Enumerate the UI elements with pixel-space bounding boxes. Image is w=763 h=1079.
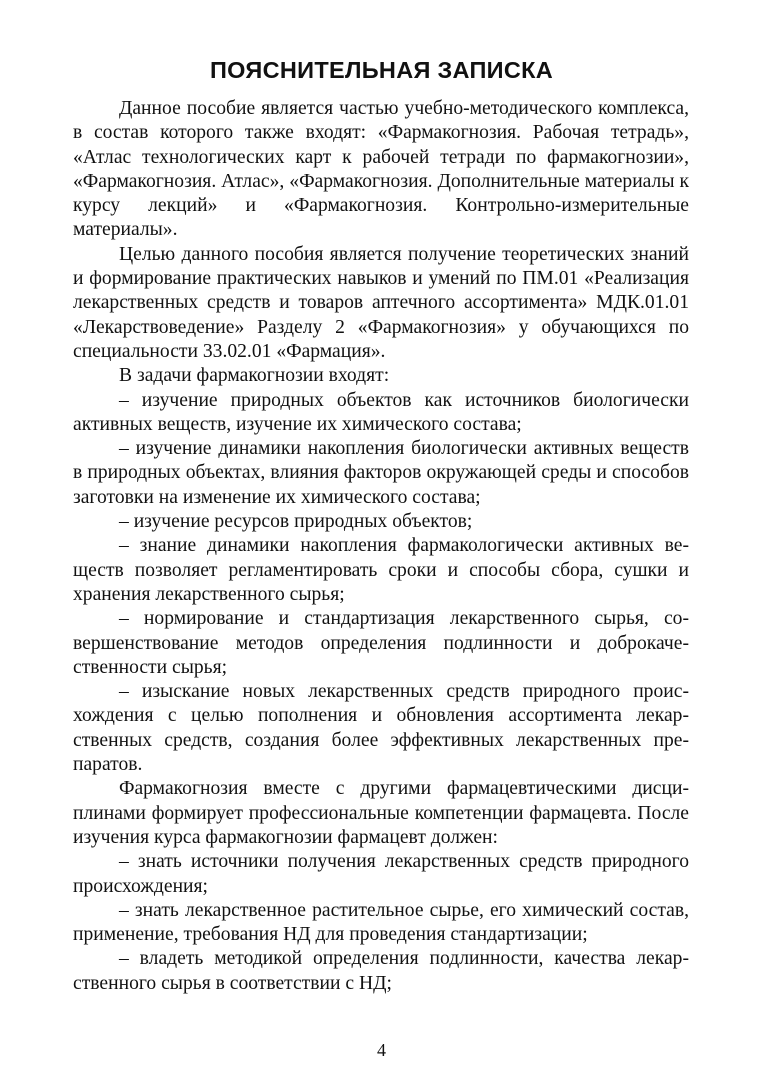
list-item: – изучение природных объектов как источников биологически активных веществ, изучение их химического состава; bbox=[73, 389, 689, 435]
list-item: – нормирование и стандартизация лекарственного сырья, совершенствование методов определения подлинности и доброкачественности сырья; bbox=[73, 608, 689, 678]
list-item: – знать лекарственное растительное сырье, его химический состав, применение, требования НД для проведения стандартизации; bbox=[73, 899, 689, 946]
list-item: – изучение динамики накопления биологически активных веществ в природных объектах, влияния факторов окружающей среды и способов заготовки на изменение их химического состава; bbox=[73, 438, 689, 508]
page-number: 4 bbox=[377, 1040, 386, 1060]
list-item: – знание динамики накопления фармакологически активных веществ позволяет регламентировать сроки и способы сбора, сушки и хранения лекарственного сырья; bbox=[73, 535, 689, 605]
list-item: – изыскание новых лекарственных средств природного происхождения с целью пополнения и обновления ассортимента лекарственных средств, создания более эффективных лекарственных препаратов. bbox=[73, 681, 689, 776]
page-title: ПОЯСНИТЕЛЬНАЯ ЗАПИСКА bbox=[209, 57, 554, 83]
list-item: – знать источники получения лекарственных средств природного происхождения; bbox=[73, 851, 689, 897]
document-body bbox=[73, 97, 689, 996]
paragraph-competencies: Фармакогнозия вместе с другими фармацевтическими дисциплинами формирует профессиональные компетенции фармацевта. После изучения курса фармакогнозии фармацевт должен: bbox=[73, 778, 689, 848]
list-item: – изучение ресурсов природных объектов; bbox=[119, 511, 473, 533]
list-item: – владеть методикой определения подлинности, качества лекарственного сырья в соответствии с НД; bbox=[73, 948, 689, 994]
paragraph-goal: Целью данного пособия является получение теоретических знаний и формирование практических навыков и умений по ПМ.01 «Реализация лекарственных средств и товаров аптечного ассортимента» МДК.01.01 «Лекарствоведение» Разделу 2 «Фармакогнозия» у обучающихся по специальности 33.02.01 «Фармация». bbox=[73, 243, 689, 362]
paragraph-tasks-heading: В задачи фармакогнозии входят: bbox=[119, 365, 390, 387]
paragraph-intro: Данное пособие является частью учебно-методического комплекса, в состав которого также входят: «Фармакогнозия. Рабочая тетрадь», «Атлас технологических карт к рабочей тетради по фармакогнозии», «Фармакогнозия. Атлас», «Фармакогнозия. Дополнительные материалы к курсу лекций» и «Фармакогнозия. Контрольно-измерительные материалы». bbox=[73, 98, 689, 241]
